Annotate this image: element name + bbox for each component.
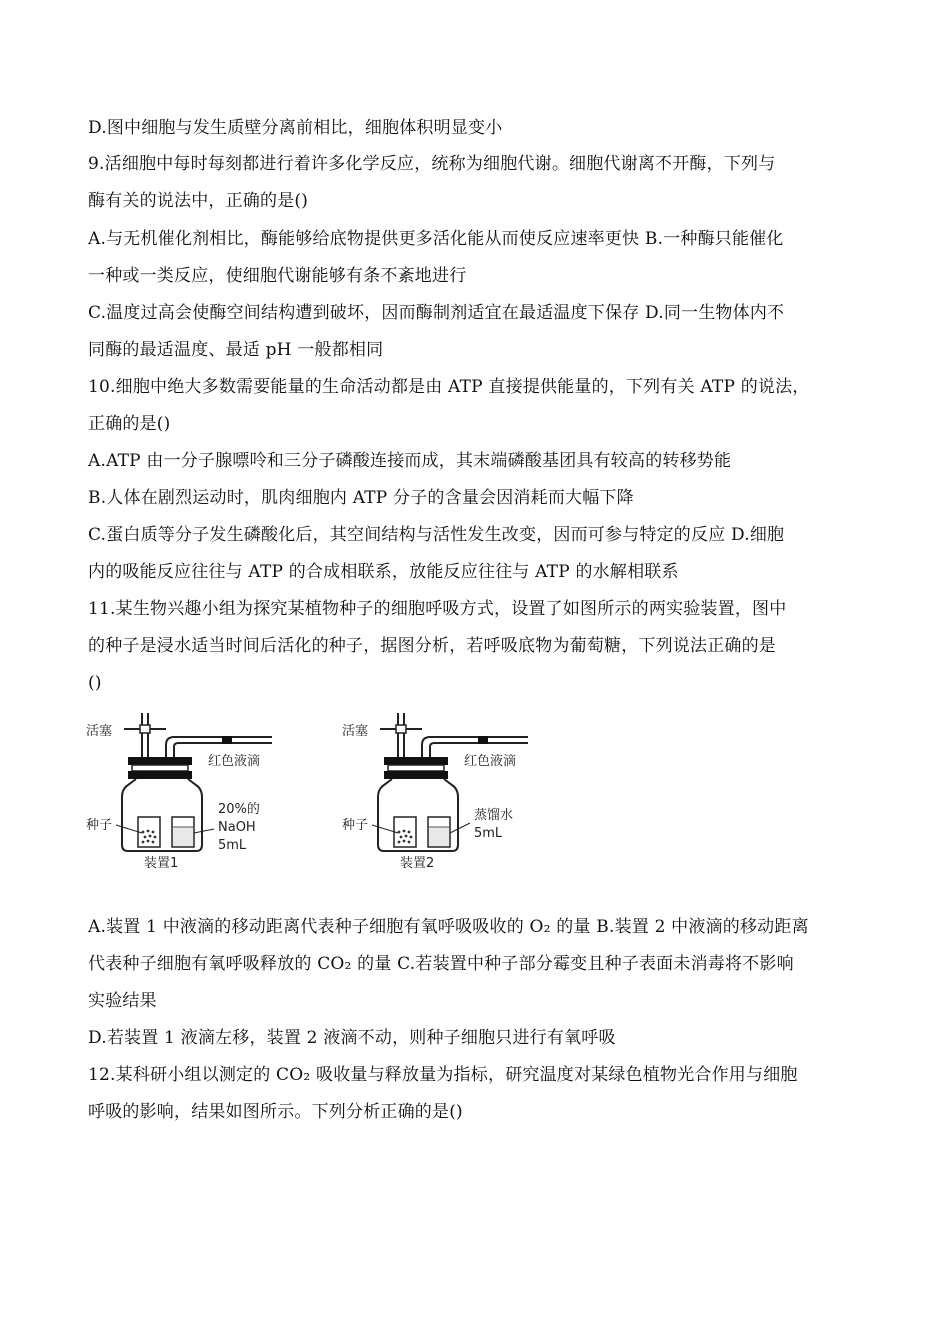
text-line: 酶有关的说法中，正确的是()	[88, 191, 309, 211]
droplet-label: 红色液滴	[464, 754, 517, 769]
text-line: C.温度过高会使酶空间结构遭到破坏，因而酶制剂适宜在最适温度下保存 D.同一生物体内不	[88, 303, 785, 323]
text-line: 同酶的最适温度、最适 pH 一般都相同	[88, 340, 384, 360]
apparatus-diagram	[82, 705, 542, 885]
question-11-stem: 11.某生物兴趣小组为探究某植物种子的细胞呼吸方式，设置了如图所示的两实验装置，图中	[88, 599, 787, 619]
solution-label: 5mL	[474, 826, 503, 841]
text-line: 代表种子细胞有氧呼吸释放的 CO₂ 的量 C.若装置中种子部分霉变且种子表面未消毒将不影响	[88, 954, 794, 974]
text-line: 实验结果	[88, 991, 157, 1011]
text-line: 正确的是()	[88, 414, 171, 434]
text-line: ()	[88, 673, 102, 693]
solution-label: 5mL	[218, 838, 247, 853]
droplet-label: 红色液滴	[208, 754, 261, 769]
experiment-apparatus-figure	[82, 705, 542, 885]
text-line: D.若装置 1 液滴左移，装置 2 液滴不动，则种子细胞只进行有氧呼吸	[88, 1028, 616, 1048]
text-line: C.蛋白质等分子发生磷酸化后，其空间结构与活性发生改变，因而可参与特定的反应 D.细胞	[88, 525, 785, 545]
text-line: A.ATP 由一分子腺嘌呤和三分子磷酸连接而成，其末端磷酸基团具有较高的转移势能	[88, 451, 732, 471]
seeds-label: 种子	[86, 818, 113, 833]
stopcock-label: 活塞	[342, 724, 369, 739]
text-line: 一种或一类反应，使细胞代谢能够有条不紊地进行	[88, 266, 467, 286]
solution-label: 20%的	[218, 802, 260, 817]
solution-label: 蒸馏水	[474, 808, 514, 823]
text-line: 呼吸的影响，结果如图所示。下列分析正确的是()	[88, 1102, 463, 1122]
question-9-stem: 9.活细胞中每时每刻都进行着许多化学反应，统称为细胞代谢。细胞代谢离不开酶，下列与	[88, 154, 776, 174]
stopcock-label: 活塞	[86, 724, 113, 739]
red-droplet-2	[478, 736, 488, 744]
question-10-stem: 10.细胞中绝大多数需要能量的生命活动都是由 ATP 直接提供能量的，下列有关 ATP 的说法，	[88, 377, 810, 397]
seeds-label: 种子	[342, 818, 369, 833]
solution-label: NaOH	[218, 820, 256, 835]
text-line: A.与无机催化剂相比，酶能够给底物提供更多活化能从而使反应速率更快 B.一种酶只能催化	[88, 229, 784, 249]
device-caption: 装置1	[144, 856, 179, 871]
text-line: 的种子是浸水适当时间后活化的种子，据图分析，若呼吸底物为葡萄糖，下列说法正确的是	[88, 636, 776, 656]
text-line: A.装置 1 中液滴的移动距离代表种子细胞有氧呼吸吸收的 O₂ 的量 B.装置 2 中液滴的移动距离	[88, 917, 809, 937]
text-line: B.人体在剧烈运动时，肌肉细胞内 ATP 分子的含量会因消耗而大幅下降	[88, 488, 634, 508]
red-droplet-1	[222, 736, 232, 744]
text-line: D.图中细胞与发生质壁分离前相比，细胞体积明显变小	[88, 118, 503, 138]
question-12-stem: 12.某科研小组以测定的 CO₂ 吸收量与释放量为指标，研究温度对某绿色植物光合作用与细胞	[88, 1065, 798, 1085]
device-caption: 装置2	[400, 856, 435, 871]
text-line: 内的吸能反应往往与 ATP 的合成相联系，放能反应往往与 ATP 的水解相联系	[88, 562, 679, 582]
device-2	[372, 713, 528, 851]
